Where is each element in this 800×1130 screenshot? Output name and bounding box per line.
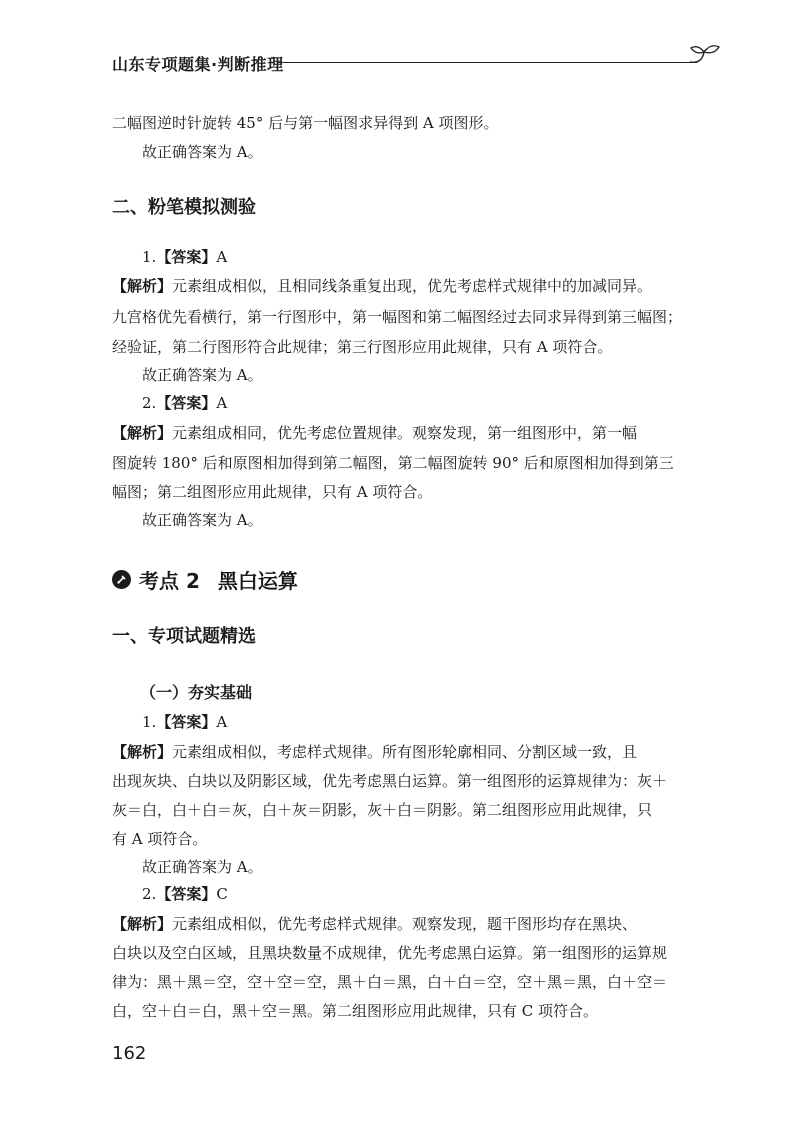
question-number: 2.	[142, 885, 157, 903]
answer-value: A	[216, 248, 228, 266]
answer-line	[142, 884, 736, 904]
conclusion-line: 故正确答案为 A。	[142, 143, 263, 161]
analysis-line	[112, 423, 706, 443]
analysis-tag: 【解析】	[112, 743, 173, 761]
analysis-text: 元素组成相同，优先考虑位置规律。观察发现，第一组图形中，第一幅	[172, 424, 638, 442]
analysis-line	[112, 914, 706, 934]
analysis-line: 律为：黑＋黑＝空，空＋空＝空，黑＋白＝黑，白＋白＝空，空＋黑＝黑，白＋空＝	[112, 973, 668, 991]
analysis-line: 白块以及空白区域，且黑块数量不成规律，优先考虑黑白运算。第一组图形的运算规	[112, 944, 668, 962]
answer-tag: 【答案】	[156, 394, 217, 412]
question-number: 2.	[142, 394, 157, 412]
answer-line	[142, 393, 736, 413]
question-number: 1.	[142, 248, 157, 266]
conclusion-line: 故正确答案为 A。	[142, 511, 263, 529]
analysis-line: 出现灰块、白块以及阴影区域，优先考虑黑白运算。第一组图形的运算规律为：灰＋	[112, 772, 668, 790]
analysis-tag: 【解析】	[112, 277, 173, 295]
answer-value: A	[216, 394, 228, 412]
pen-badge-icon	[112, 570, 131, 589]
conclusion-line: 故正确答案为 A。	[142, 858, 263, 876]
analysis-line: 灰＝白，白＋白＝灰，白＋灰＝阴影，灰＋白＝阴影。第二组图形应用此规律，只	[112, 801, 653, 819]
analysis-line: 九宫格优先看横行，第一行图形中，第一幅图和第二幅图经过去同求异得到第三幅图；	[112, 308, 683, 326]
running-header	[112, 48, 712, 78]
analysis-tag: 【解析】	[112, 424, 173, 442]
analysis-text: 元素组成相似，且相同线条重复出现，优先考虑样式规律中的加减同异。	[172, 277, 653, 295]
question-number: 1.	[142, 713, 157, 731]
answer-tag: 【答案】	[156, 885, 217, 903]
answer-line	[142, 247, 736, 267]
analysis-line	[112, 742, 706, 762]
section-heading: 一、专项试题精选	[112, 626, 256, 647]
section-heading: 二、粉笔模拟测验	[112, 197, 256, 218]
kaodian-title: 黑白运算	[217, 569, 298, 593]
kaodian-label: 考点 2	[139, 569, 200, 593]
analysis-line: 有 A 项符合。	[112, 830, 208, 848]
answer-line	[142, 712, 736, 732]
analysis-line: 经验证，第二行图形符合此规律；第三行图形应用此规律，只有 A 项符合。	[112, 338, 613, 356]
sprout-icon	[684, 42, 724, 82]
answer-tag: 【答案】	[156, 248, 217, 266]
page-number: 162	[112, 1043, 147, 1064]
header-rule	[277, 62, 697, 63]
analysis-text: 元素组成相似，优先考虑样式规律。观察发现，题干图形均存在黑块、	[172, 915, 638, 933]
answer-value: A	[216, 713, 228, 731]
analysis-line: 白，空＋白＝白，黑＋空＝黑。第二组图形应用此规律，只有 C 项符合。	[112, 1002, 599, 1020]
answer-tag: 【答案】	[156, 713, 217, 731]
analysis-line: 幅图；第二组图形应用此规律，只有 A 项符合。	[112, 483, 433, 501]
header-title: 山东专项题集·判断推理	[112, 55, 284, 74]
conclusion-line: 故正确答案为 A。	[142, 366, 263, 384]
kaodian-heading	[112, 565, 298, 594]
answer-value: C	[216, 885, 228, 903]
analysis-line	[112, 276, 706, 296]
subsection-heading: （一）夯实基础	[140, 683, 253, 702]
analysis-tag: 【解析】	[112, 915, 173, 933]
analysis-line: 图旋转 180° 后和原图相加得到第二幅图，第二幅图旋转 90° 后和原图相加得到第三	[112, 454, 674, 472]
analysis-text: 元素组成相似，考虑样式规律。所有图形轮廓相同、分割区域一致，且	[172, 743, 638, 761]
text-line: 二幅图逆时针旋转 45° 后与第一幅图求异得到 A 项图形。	[112, 114, 499, 132]
